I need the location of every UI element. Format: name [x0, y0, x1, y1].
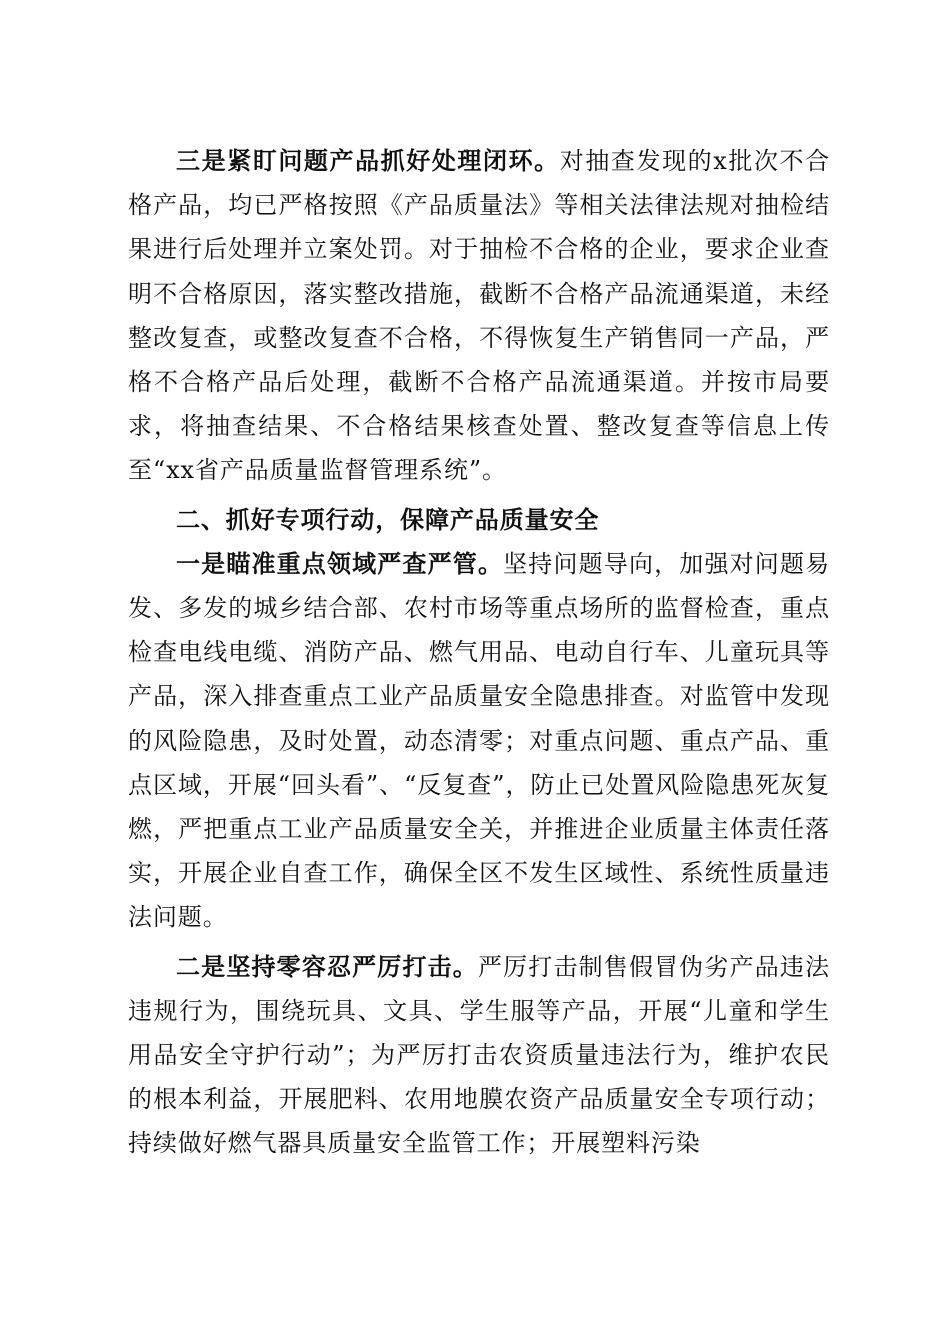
paragraph-text: 严厉打击制售假冒伪劣产品违法违规行为，围绕玩具、文具、学生服等产品，开展“儿童和学生用品安全守护行动”；为严厉打击农资质量违法行为，维护农民的根本利益，开展肥料、农用地膜农资产品质量安全专项行动；持续做好燃气器具质量安全监管工作；开展塑料污染	[128, 952, 830, 1158]
paragraph-text: 对抽查发现的x批次不合格产品，均已严格按照《产品质量法》等相关法律法规对抽检结果进行后处理并立案处罚。对于抽检不合格的企业，要求企业查明不合格原因，落实整改措施，截断不合格产品流通渠道，未经整改复查，或整改复查不合格，不得恢复生产销售同一产品，严格不合格产品后处理，截断不合格产品流通渠道。并按市局要求，将抽查结果、不合格结果核查处置、整改复查等信息上传至“xx省产品质量监督管理系统”。	[128, 147, 831, 485]
paragraph-lead: 三是紧盯问题产品抓好处理闭环。	[176, 147, 560, 175]
paragraph-text: 坚持问题导向，加强对问题易发、多发的城乡结合部、农村市场等重点场所的监督检查，重点检查电线电缆、消防产品、燃气用品、电动自行车、儿童玩具等产品，深入排查重点工业产品质量安全隐患排查。对监管中发现的风险隐患，及时处置，动态清零；对重点问题、重点产品、重点区域，开展“回头看”、“反复查”，防止已处置风险隐患死灰复燃，严把重点工业产品质量安全关，并推进企业质量主体责任落实，开展企业自查工作，确保全区不发生区域性、系统性质量违法问题。	[128, 549, 831, 932]
section-heading: 二、抓好专项行动，保障产品质量安全	[176, 505, 600, 534]
document-body	[128, 139, 830, 1166]
paragraph-lead: 一是瞄准重点领域严查严管。	[176, 549, 504, 578]
paragraph-zero-tolerance	[128, 945, 830, 1166]
paragraph-product-handling	[128, 139, 830, 493]
paragraph-key-areas	[128, 542, 830, 940]
paragraph-lead: 二是坚持零容忍严厉打击。	[176, 952, 478, 981]
